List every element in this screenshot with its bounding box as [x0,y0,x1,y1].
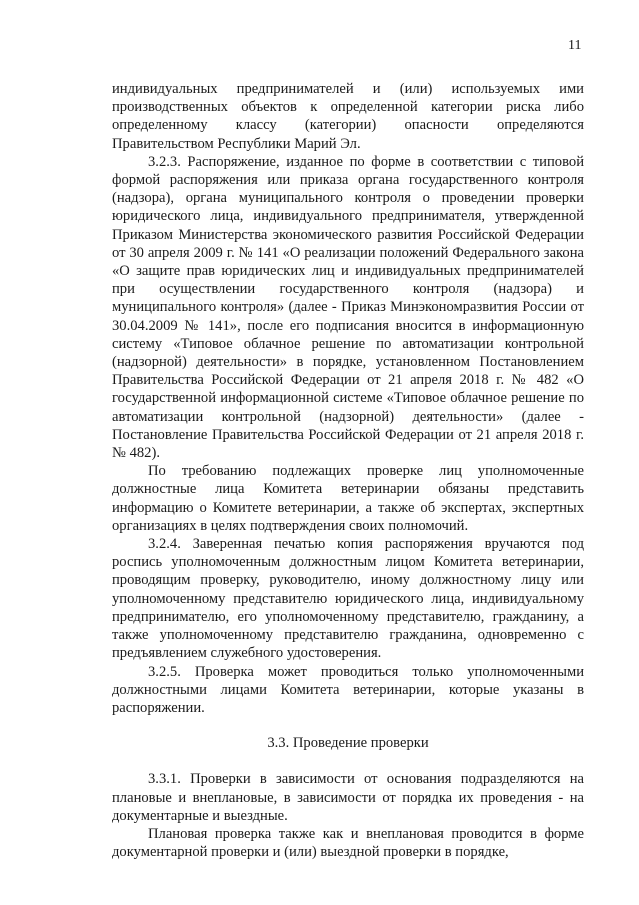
paragraph-clause-3-2-5: 3.2.5. Проверка может проводиться только уполномоченными должностными лицами Комитета ветеринарии, которые указаны в распоряжении. [112,663,584,716]
document-body [112,80,584,861]
paragraph-intro-continuation: индивидуальных предпринимателей и (или) используемых ими производственных объектов к определенной категории риска либо определенному классу (категории) опасности определяются Правительством Республики Марий Эл. [112,81,584,152]
page-number: 11 [568,38,582,53]
paragraph-clause-3-2-4: 3.2.4. Заверенная печатью копия распоряжения вручаются под роспись уполномоченным должностным лицом Комитета ветеринарии, проводящим проверку, руководителю, иному должностному лицу или уполномоченному представителю юридического лица, индивидуальному предпринимателю, его уполномоченному представителю, гражданину, а также уполномоченному представителю гражданина, одновременно с предъявлением служебного удостоверения. [112,536,584,662]
paragraph-clause-3-2-3-request: По требованию подлежащих проверке лиц уполномоченные должностные лица Комитета ветеринарии обязаны представить информацию о Комитете ветеринарии, а также об экспертах, экспертных организациях в целях подтверждения своих полномочий. [112,463,584,534]
paragraph-clause-3-3-1-planned: Плановая проверка также как и внеплановая проводится в форме документарной проверки и (или) выездной проверки в порядке, [112,825,584,861]
paragraph-group-after [112,770,584,861]
paragraph-group-before [112,80,584,717]
paragraph-clause-3-2-3: 3.2.3. Распоряжение, изданное по форме в соответствии с типовой формой распоряжения или приказа органа государственного контроля (надзора), органа муниципального контроля о проведении проверки юридического лица, индивидуального предпринимателя, утвержденной Приказом Министерства экономического развития Российской Федерации от 30 апреля 2009 г. № 141 «О реализации положений Федерального закона «О защите прав юридических лиц и индивидуальных предпринимателей при осуществлении государственного контроля (надзора) и муниципального контроля» (далее - Приказ Минэкономразвития России от 30.04.2009 № 141», после его подписания вносится в информационную систему «Типовое облачное решение по автоматизации контрольной (надзорной) деятельности» в порядке, установленном Постановлением Правительства Российской Федерации от 21 апреля 2018 г. № 482 «О государственной информационной системе «Типовое облачное решение по автоматизации контрольной (надзорной) деятельности» (далее - Постановление Правительства Российской Федерации от 21 апреля 2018 г. № 482). [112,153,584,462]
paragraph-clause-3-3-1: 3.3.1. Проверки в зависимости от основания подразделяются на плановые и внеплановые, в зависимости от порядка их проведения - на документарные и выездные. [112,771,584,824]
section-heading: 3.3. Проведение проверки [267,735,429,752]
